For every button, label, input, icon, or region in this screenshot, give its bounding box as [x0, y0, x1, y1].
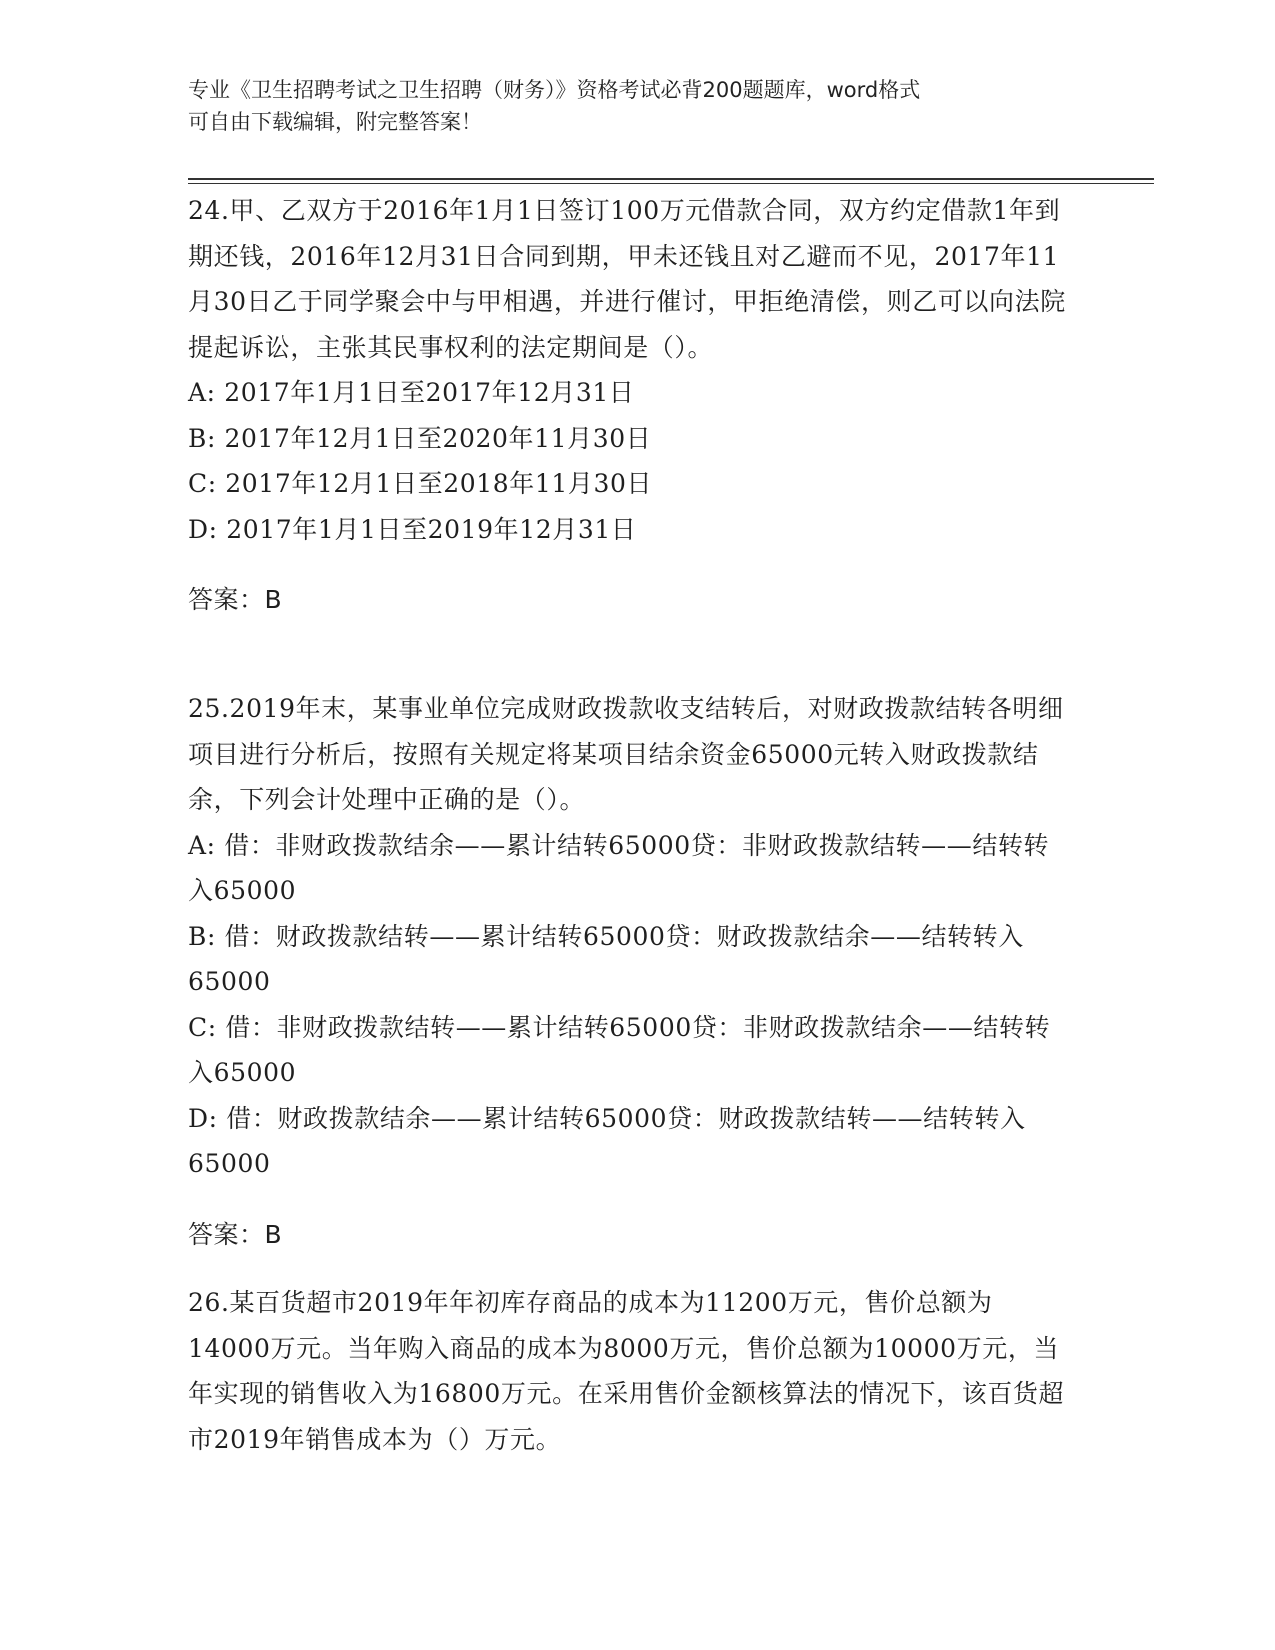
- header-divider: [188, 178, 1154, 180]
- answer-label: 答案：B: [188, 585, 283, 614]
- question-stem: 26.某百货超市2019年年初库存商品的成本为11200万元，售价总额为14000万元。当年购入商品的成本为8000万元，售价总额为10000万元，当年实现的销售收入为16800万元。在采用售价金额核算法的情况下，该百货超市2019年销售成本为（）万元。: [188, 1288, 1065, 1454]
- question-stem: 24.甲、乙双方于2016年1月1日签订100万元借款合同，双方约定借款1年到期还钱，2016年12月31日合同到期，甲未还钱且对乙避而不见，2017年11月30日乙于同学聚会中与甲相遇，并进行催讨，甲拒绝清偿，则乙可以向法院提起诉讼，主张其民事权利的法定期间是（）。: [188, 196, 1066, 362]
- header-divider-thin: [188, 183, 1154, 184]
- answer-label: 答案：B: [188, 1219, 283, 1249]
- option-d: D: 借：财政拨款结余——累计结转65000贷：财政拨款结转——结转转入65000: [188, 1103, 1026, 1178]
- question-26: [188, 1280, 1068, 1462]
- question-25: [188, 686, 1068, 1282]
- option-c: C: 借：非财政拨款结转——累计结转65000贷：非财政拨款结余——结转转入65000: [188, 1012, 1051, 1087]
- option-b: B: 借：财政拨款结转——累计结转65000贷：财政拨款结余——结转转入65000: [188, 921, 1024, 996]
- option-c: C: 2017年12月1日至2018年11月30日: [188, 469, 653, 498]
- question-stem: 25.2019年末，某事业单位完成财政拨款收支结转后，对财政拨款结转各明细项目进行分析后，按照有关规定将某项目结余资金65000元转入财政拨款结余，下列会计处理中正确的是（）。: [188, 694, 1064, 814]
- question-24: [188, 188, 1068, 648]
- option-a: A: 2017年1月1日至2017年12月31日: [188, 378, 635, 407]
- option-d: D: 2017年1月1日至2019年12月31日: [188, 514, 637, 544]
- option-a: A: 借：非财政拨款结余——累计结转65000贷：非财政拨款结转——结转转入65000: [188, 830, 1050, 905]
- document-header: [188, 74, 1088, 138]
- option-b: B: 2017年12月1日至2020年11月30日: [188, 423, 652, 453]
- header-title-line1: 专业《卫生招聘考试之卫生招聘（财务）》资格考试必背200题题库，word格式: [188, 78, 921, 102]
- header-title-line2: 可自由下载编辑，附完整答案！: [188, 110, 482, 134]
